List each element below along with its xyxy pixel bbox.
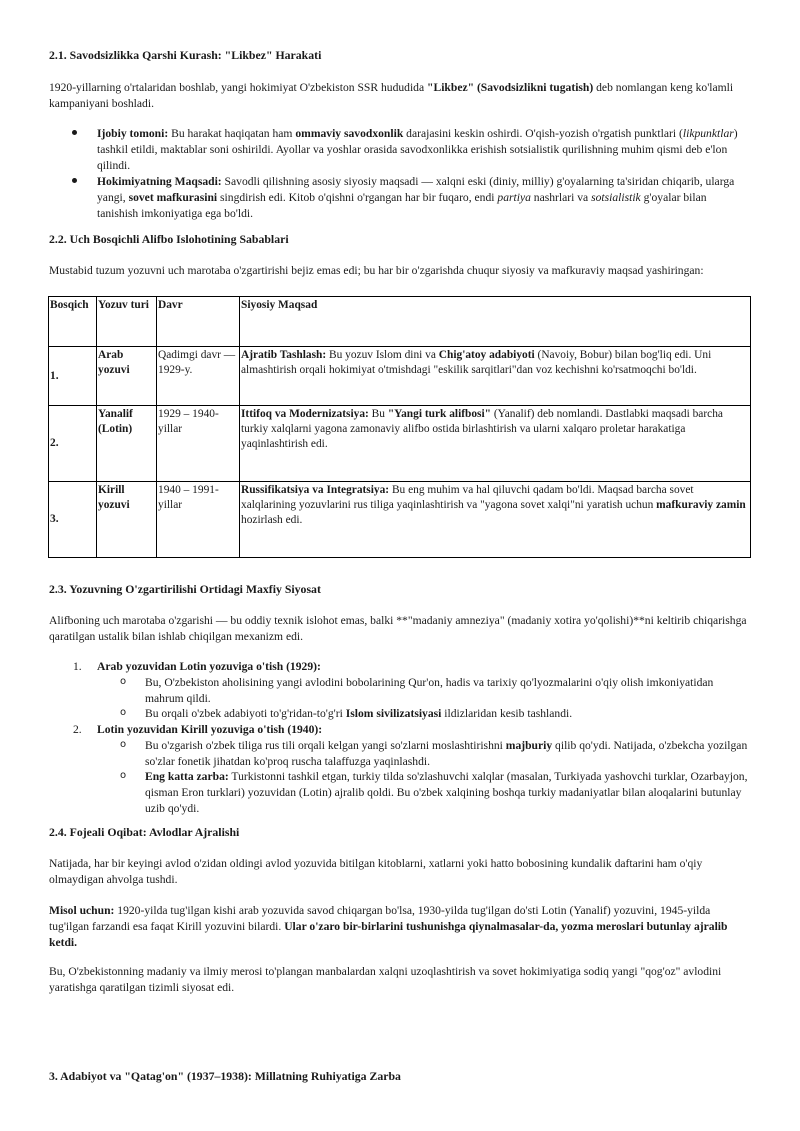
column-header: Yozuv turi <box>97 297 157 347</box>
table-row <box>49 406 751 482</box>
section-2-4-paragraph-3: Bu, O'zbekistonning madaniy va ilmiy merosi to'plangan manbalardan xalqni uzoqlashtirish va sovet hokimiyatiga sodiq yangi "qog'oz" avlodini yaratishga qaratilgan tizimli siyosat edi. <box>49 965 722 994</box>
political-goal <box>240 406 751 482</box>
item-title: Arab yozuvidan Lotin yozuviga o'tish (1929): <box>97 660 321 673</box>
political-goal <box>240 347 751 406</box>
stage-number: 3. <box>49 482 97 558</box>
section-2-2-heading: 2.2. Uch Bosqichli Alifbo Islohotining Sabablari <box>49 232 289 246</box>
bullet-text: singdirish edi. Kitob o'qishni o'rgangan har bir fuqaro, endi <box>217 191 498 205</box>
circle-bullet-icon: o <box>120 707 127 719</box>
circle-bullet-icon: o <box>120 738 127 750</box>
goal-bold: "Yangi turk alifbosi" <box>387 408 491 420</box>
sub-item <box>97 675 749 707</box>
stage-number: 1. <box>49 347 97 406</box>
section-2-1-bullets <box>49 126 749 223</box>
sub-list <box>97 675 749 722</box>
circle-bullet-icon: o <box>120 675 127 687</box>
period: 1929 – 1940-yillar <box>157 406 240 482</box>
section-2-4-paragraph-1: Natijada, har bir keyingi avlod o'zidan oldingi avlod yozuvida bitilgan kitoblarni, xatlarni yoki hatto bobosining kundalik daftarini ham o'qiy olmaydigan ahvolga tushdi. <box>49 857 703 886</box>
sub-item-text: Turkistonni tashkil etgan, turkiy tilda so'zlashuvchi xalqlar (masalan, Turkiyada yashovchi turklar, Ozarbayjon, qisman Eron turklari) yozuvidan (Lotin) ajralib qoldi. Bu o'zbek xalqining boshqa turkiy madaniyatlar bilan aloqalarini butunlay uzib qo'ydi. <box>145 770 748 815</box>
bullet-dot-icon <box>72 130 77 135</box>
bullet-positive-side <box>49 126 749 173</box>
transition-list <box>49 659 749 817</box>
bullet-italic: partiya <box>497 191 531 205</box>
item-number: 2. <box>73 723 82 737</box>
sub-item <box>97 738 749 770</box>
bullet-italic: likpunktlar <box>682 127 734 140</box>
section-2-2-intro: Mustabid tuzum yozuvni uch marotaba o'zgartirishi bejiz emas edi; bu har bir o'zgarishda chuqur siyosiy va mafkuraviy maqsad yashiringan: <box>49 264 704 277</box>
section-2-3-heading: 2.3. Yozuvning O'zgartirilishi Ortidagi Maxfiy Siyosat <box>49 582 321 596</box>
section-2-4-example <box>49 903 749 950</box>
column-header: Siyosiy Maqsad <box>240 297 751 347</box>
political-goal <box>240 482 751 558</box>
goal-text: (Navoiy, Bobur) bilan bog'liq edi. Uni almashtirish orqali hokimiyat o'tmishdagi "eskilik sarqitlari"dan voz kechishni ko'rsatmoqchi bo'ldi. <box>241 349 712 377</box>
column-header: Davr <box>157 297 240 347</box>
table-row <box>49 347 751 406</box>
column-header: Bosqich <box>49 297 97 347</box>
section-2-4-heading: 2.4. Fojeali Oqibat: Avlodlar Ajralishi <box>49 825 240 839</box>
goal-label: Ittifoq va Modernizatsiya: <box>241 408 369 420</box>
bullet-dot-icon <box>72 178 77 183</box>
section-2-1-intro <box>49 80 749 112</box>
list-item <box>49 722 749 817</box>
circle-bullet-icon: o <box>120 770 127 782</box>
sub-item-text: Bu o'zgarish o'zbek tiliga rus tili orqali kelgan yangi so'zlarni moslashtirishni <box>145 738 506 752</box>
table-row <box>49 482 751 558</box>
script-type: Arab yozuvi <box>97 347 157 406</box>
sub-item-text: Bu, O'zbekiston aholisining yangi avlodini bobolarining Qur'on, hadis va tarixiy qo'lyozmalarini o'qiy olish imkoniyatidan mahrum qildi. <box>145 675 714 705</box>
period: 1940 – 1991-yillar <box>157 482 240 558</box>
goal-label: Russifikatsiya va Integratsiya: <box>241 484 390 496</box>
sub-item-text: Bu orqali o'zbek adabiyoti to'g'ridan-to'g'ri <box>145 707 346 721</box>
sub-item-bold: majburiy <box>505 738 553 752</box>
script-type: Yanalif (Lotin) <box>97 406 157 482</box>
goal-text: Bu eng muhim va hal qiluvchi qadam bo'ldi. Maqsad barcha sovet xalqlarining yozuvlarini rus tiliga yaqinlashtirish va "yagona sovet xalqi"ni yaratish uchun <box>241 484 694 512</box>
bullet-text: ) tashkil etildi, maktablar soni oshirildi. Ayollar va yoshlar orasida savodxonlikka erishish sotsialistik qurilishning muhim qismi deb e'lon qilindi. <box>97 127 738 172</box>
goal-text: hozirlash edi. <box>241 514 303 527</box>
goal-text: (Yanalif) deb nomlandi. Dastlabki maqsadi barcha turkiy xalqlarni yagona zamonaviy alifbo ostida birlashtirish va ularni xalqaro proletar harakatiga yaqinlashtirish edi. <box>241 408 723 451</box>
bullet-government-goal <box>49 174 749 221</box>
item-title: Lotin yozuvidan Kirill yozuviga o'tish (1940): <box>97 723 323 737</box>
goal-label: Ajratib Tashlash: <box>241 349 327 361</box>
sub-item-bold: Eng katta zarba: <box>145 770 229 784</box>
goal-text: Bu yozuv Islom dini va <box>326 349 439 361</box>
example-label: Misol uchun: <box>49 904 115 917</box>
sub-item <box>97 706 749 722</box>
example-text: 1920-yilda tug'ilgan kishi arab yozuvida savod chiqargan bo'lsa, 1930-yilda tug'ilgan do'sti Lotin (Yanalif) yozuvini, 1945-yilda tug'ilgan farzandi esa faqat Kirill yozuvini bilardi. <box>49 904 711 933</box>
script-type: Kirill yozuvi <box>97 482 157 558</box>
bullet-label: Ijobiy tomoni: <box>97 127 169 140</box>
sub-item-text: ildizlaridan kesib tashlandi. <box>441 707 573 721</box>
intro-text: 1920-yillarning o'rtalaridan boshlab, yangi hokimiyat O'zbekiston SSR hududida <box>49 81 428 94</box>
sub-item <box>97 769 749 816</box>
bullet-text: darajasini keskin oshirdi. O'qish-yozish o'rgatish punktlari ( <box>403 127 683 140</box>
intro-text-end: deb nomlangan keng ko'lamli kampaniyani boshladi. <box>49 81 734 110</box>
bullet-text: Savodli qilishning asosiy siyosiy maqsadi — xalqni eski (diniy, milliy) g'oyalarning ta'siridan chiqarib, ularga yangi, <box>97 175 735 205</box>
sub-item-bold: Islom sivilizatsiyasi <box>345 707 442 721</box>
stage-number: 2. <box>49 406 97 482</box>
item-number: 1. <box>73 660 82 673</box>
goal-bold: Chig'atoy adabiyoti <box>438 349 535 361</box>
sub-item-text: qilib qo'ydi. Natijada, o'zbekcha yozilgan so'zlar fonetik jihatdan ko'proq ruscha talaffuzga yaqinlashdi. <box>145 738 748 768</box>
bullet-italic: sotsialistik <box>591 191 641 205</box>
bullet-bold: ommaviy savodxonlik <box>295 127 404 140</box>
section-3-heading: 3. Adabiyot va "Qatag'on" (1937–1938): Millatning Ruhiyatiga Zarba <box>49 1069 401 1083</box>
bullet-text: nashrlari va <box>530 191 592 205</box>
bullet-text: Bu harakat haqiqatan ham <box>168 127 296 140</box>
goal-bold: mafkuraviy zamin <box>656 499 746 512</box>
table-header-row <box>49 297 751 347</box>
list-item <box>49 659 749 722</box>
bullet-bold: sovet mafkurasini <box>128 191 218 205</box>
period: Qadimgi davr — 1929-y. <box>157 347 240 406</box>
bullet-text: g'oyalar bilan tanishish imkoniyatiga ega bo'ldi. <box>97 191 707 220</box>
example-bold: Ular o'zaro bir-birlarini tushunishga qiynalmasalar-da, yozma meroslari butunlay ajralib ketdi. <box>49 919 728 949</box>
sub-list <box>97 738 749 817</box>
section-2-1-heading: 2.1. Savodsizlikka Qarshi Kurash: "Likbez" Harakati <box>49 48 322 62</box>
section-2-3-intro: Alifboning uch marotaba o'zgarishi — bu oddiy texnik islohot emas, balki **"madaniy amneziya" (madaniy xotira yo'qolishi)**ni keltirib chiqarishga qaratilgan ustalik bilan ishlab chiqilgan mexanizm edi. <box>49 614 747 643</box>
alphabet-reform-table <box>48 296 751 558</box>
bullet-label: Hokimiyatning Maqsadi: <box>97 175 222 189</box>
likbez-term: "Likbez" (Savodsizlikni tugatish) <box>427 81 594 94</box>
goal-text: Bu <box>368 408 388 420</box>
